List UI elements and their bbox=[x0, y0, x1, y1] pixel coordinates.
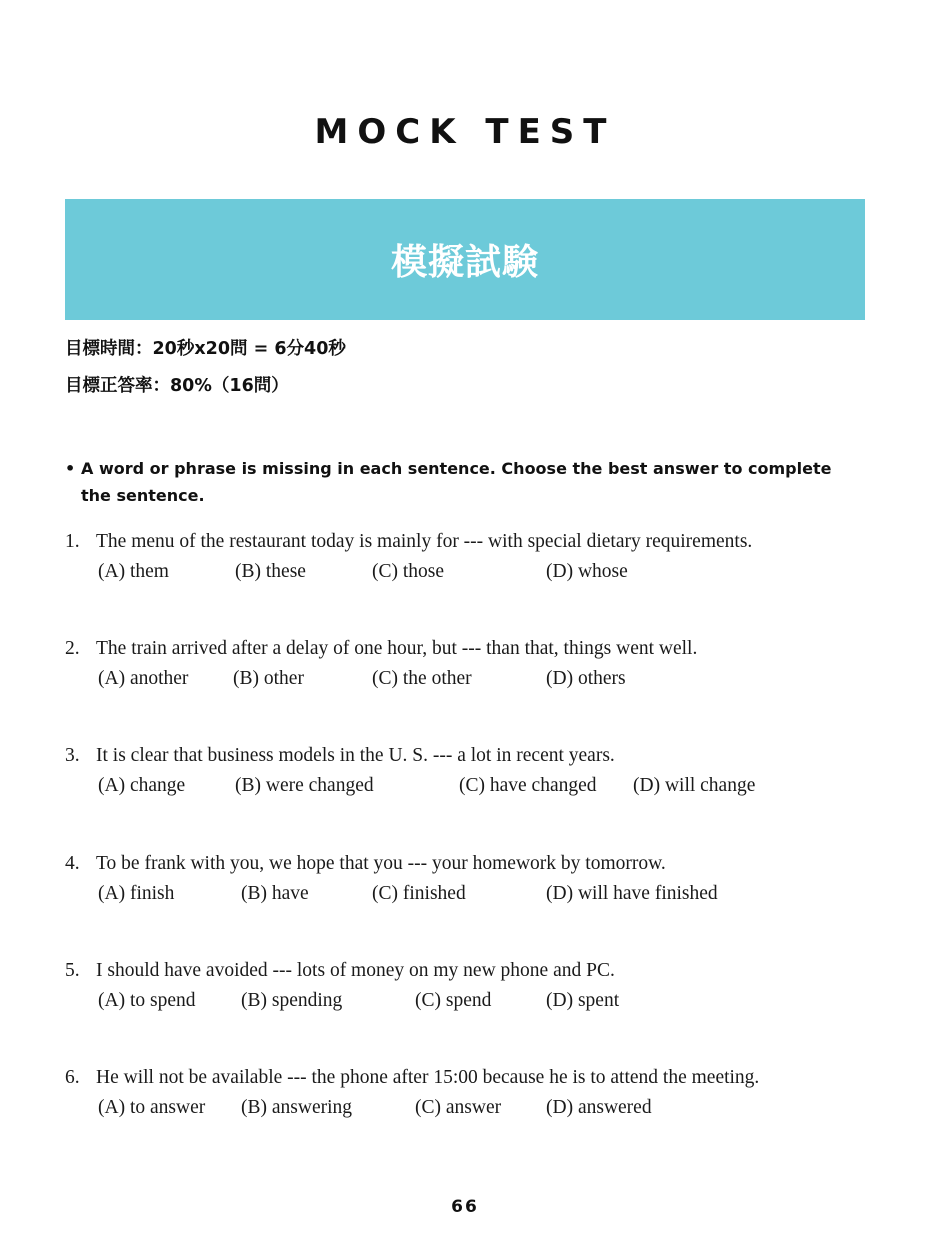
choices bbox=[65, 771, 895, 801]
question-number: 6. bbox=[65, 1067, 80, 1088]
choice-a[interactable]: (A) another bbox=[98, 668, 189, 689]
choice-b[interactable]: (B) answering bbox=[241, 1097, 353, 1118]
choice-b[interactable]: (B) were changed bbox=[235, 775, 374, 796]
choices bbox=[65, 664, 895, 694]
choice-d[interactable]: (D) whose bbox=[546, 561, 628, 582]
choice-b[interactable]: (B) spending bbox=[241, 990, 343, 1011]
section-banner bbox=[65, 199, 865, 320]
choice-a[interactable]: (A) finish bbox=[98, 883, 175, 904]
choice-c[interactable]: (C) answer bbox=[415, 1097, 502, 1118]
choice-c[interactable]: (C) those bbox=[372, 561, 445, 582]
choice-b[interactable]: (B) other bbox=[233, 668, 304, 689]
target-time: 目標時間：20秒x20問 = 6分40秒 bbox=[65, 339, 346, 359]
question-number: 3. bbox=[65, 745, 80, 766]
choice-a[interactable]: (A) change bbox=[98, 775, 186, 796]
choices bbox=[65, 879, 895, 909]
choice-c[interactable]: (C) finished bbox=[372, 883, 466, 904]
choice-d[interactable]: (D) others bbox=[546, 668, 626, 689]
choice-a[interactable]: (A) to answer bbox=[98, 1097, 206, 1118]
choices bbox=[65, 1093, 895, 1123]
choice-d[interactable]: (D) will have finished bbox=[546, 883, 718, 904]
choice-c[interactable]: (C) spend bbox=[415, 990, 492, 1011]
question-1 bbox=[65, 527, 895, 587]
instruction-text: A word or phrase is missing in each sentence. Choose the best answer to complete the sentence. bbox=[81, 459, 832, 505]
choices bbox=[65, 557, 895, 587]
choice-a[interactable]: (A) them bbox=[98, 561, 169, 582]
question-number: 4. bbox=[65, 853, 80, 874]
question-3 bbox=[65, 741, 895, 801]
question-2 bbox=[65, 634, 895, 694]
question-text: The menu of the restaurant today is mainly for --- with special dietary requirements. bbox=[96, 531, 753, 552]
question-text: It is clear that business models in the U. S. --- a lot in recent years. bbox=[96, 745, 615, 766]
choice-a[interactable]: (A) to spend bbox=[98, 990, 196, 1011]
banner-title: 模擬試験 bbox=[390, 242, 539, 283]
choice-d[interactable]: (D) answered bbox=[546, 1097, 652, 1118]
question-number: 5. bbox=[65, 960, 80, 981]
question-text: He will not be available --- the phone after 15:00 because he is to attend the meeting. bbox=[96, 1067, 760, 1088]
bullet: • bbox=[65, 459, 76, 478]
choice-c[interactable]: (C) have changed bbox=[459, 775, 597, 796]
question-text: The train arrived after a delay of one hour, but --- than that, things went well. bbox=[96, 638, 698, 659]
page-number: 66 bbox=[451, 1197, 479, 1217]
choice-b[interactable]: (B) have bbox=[241, 883, 309, 904]
question-5 bbox=[65, 956, 895, 1016]
choice-c[interactable]: (C) the other bbox=[372, 668, 472, 689]
question-text: To be frank with you, we hope that you --- your homework by tomorrow. bbox=[96, 853, 666, 874]
question-4 bbox=[65, 849, 895, 909]
instruction bbox=[65, 455, 835, 509]
question-text: I should have avoided --- lots of money on my new phone and PC. bbox=[96, 960, 615, 981]
question-number: 1. bbox=[65, 531, 80, 552]
choice-d[interactable]: (D) will change bbox=[633, 775, 756, 796]
question-6 bbox=[65, 1063, 895, 1123]
page-title: MOCK TEST bbox=[314, 112, 616, 152]
choices bbox=[65, 986, 895, 1016]
target-accuracy: 目標正答率：80%（16問） bbox=[65, 376, 289, 396]
choice-d[interactable]: (D) spent bbox=[546, 990, 620, 1011]
choice-b[interactable]: (B) these bbox=[235, 561, 306, 582]
question-number: 2. bbox=[65, 638, 80, 659]
